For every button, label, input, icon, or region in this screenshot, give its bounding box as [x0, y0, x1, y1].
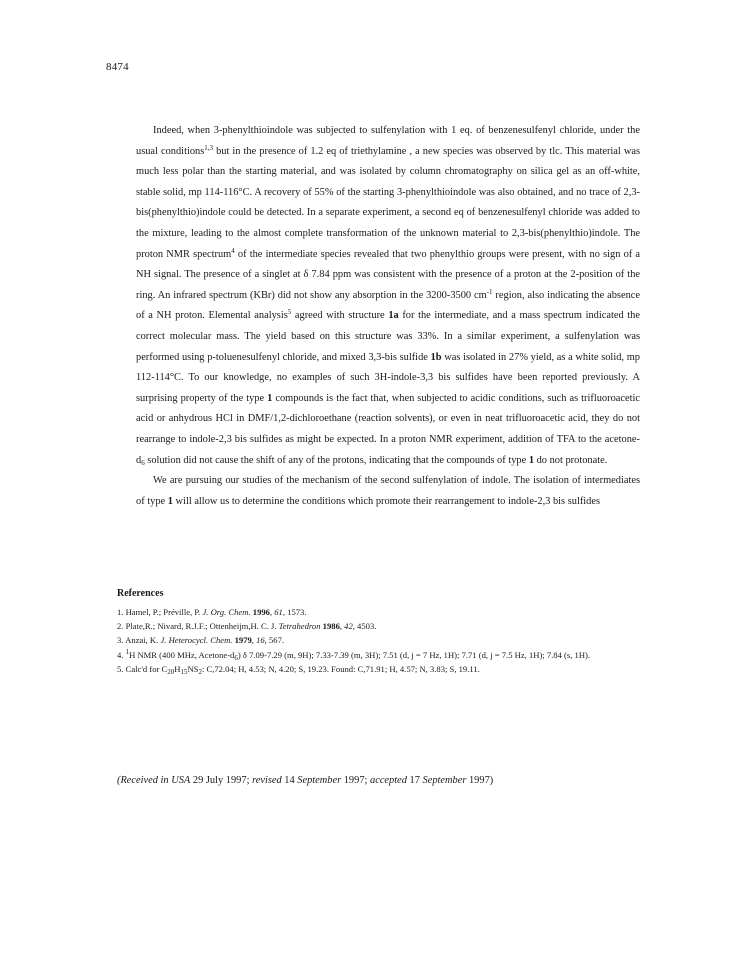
text-run: accepted [370, 775, 407, 786]
text-run: H [174, 663, 181, 674]
text-run: was isolated in 27% yield, as a white solid, mp 112-114°C. To our knowledge, no examples of such 3H-indole-3,3 bis sulfides have been reported previously. A surprising property of the type [136, 351, 640, 404]
text-run: 1986 [322, 621, 340, 632]
reference-item [117, 662, 647, 676]
text-run: , 1573. [282, 607, 307, 617]
text-run: 2. Plate,R.; Nivard, R.J.F.; Ottenheijm,H. C. J. [117, 621, 279, 632]
page-number: 8474 [106, 61, 129, 73]
text-run: We are pursuing our studies of the mechanism of the second sulfenylation of indole. The isolation of intermediates of type [136, 475, 640, 507]
subscript-text: 15 [180, 667, 188, 676]
text-run: 14 [281, 775, 298, 786]
superscript-text: 5 [287, 308, 292, 317]
text-run: H NMR (400 MHz, Acetone-d [129, 649, 235, 660]
text-run: September [297, 775, 342, 786]
text-run: agreed with structure [291, 310, 389, 322]
text-run: 1997; [341, 775, 371, 786]
text-run: , [339, 621, 345, 632]
reference-item [117, 633, 647, 647]
text-run: 1 [267, 392, 273, 404]
text-run: of the intermediate species revealed that two phenylthio groups were present, with no sign of a NH signal. The presence of a singlet at δ 7.84 ppm was consistent with the presence of a proton at the 2-position of the ring. An infrared spectrum (KBr) did not show any absorption in the 3200-3500 cm [136, 248, 640, 301]
text-run: , 567. [264, 635, 285, 646]
subscript-text: 6 [141, 458, 145, 467]
text-run: compounds is the fact that, when subjected to acidic conditions, such as trifluoroacetic acid or anhydrous HCl in DMF/1,2-dichloroethane (reaction solvents), or even in neat trifluoroacetic acid, they do not rearrange to indole-2,3 bis sulfides as might be expected. In a proton NMR experiment, addition of TFA to the acetone-d [136, 392, 640, 466]
text-run: 5. Calc'd for C [117, 663, 168, 674]
text-run: 1979 [234, 635, 252, 646]
subscript-text: 20 [167, 667, 175, 676]
text-run: 42 [344, 621, 353, 632]
text-run: Indeed, when 3-phenylthioindole was subjected to sulfenylation with 1 eq. of benzenesulfenyl chloride, under the usual conditions [136, 125, 640, 157]
text-run: , 4503. [352, 621, 377, 632]
text-run: 17 [406, 775, 423, 786]
superscript-text: 1,3 [204, 143, 214, 152]
text-run: ) δ 7.09-7.29 (m, 9H); 7.33-7.39 (m, 3H); 7.51 (d, j = 7 Hz, 1H); 7.71 (d, j = 7.5 Hz, 1H); 7.84 (s, 1H). [237, 649, 591, 660]
text-run: September [422, 775, 467, 786]
text-run: 1 [167, 495, 173, 507]
references-section [117, 588, 647, 676]
text-run: 1. Hamel, P.; Préville, P. [117, 607, 203, 617]
text-run: 61 [274, 607, 283, 617]
superscript-text: 4 [231, 246, 235, 255]
text-run: , [251, 635, 257, 646]
body-paragraph [136, 121, 640, 471]
text-run: Tetrahedron [278, 621, 321, 632]
text-run: solution did not cause the shift of any of the protons, indicating that the compounds of type [144, 454, 529, 466]
text-run: but in the presence of 1.2 eq of triethylamine , a new species was observed by tlc. This material was much less polar than the starting material, and was isolated by column chromatography on silica gel as an off-white, stable solid, mp 114-116°C. A recovery of 55% of the starting 3-phenylthioindole was also obtained, and no trace of 2,3-bis(phenylthio)indole could be detected. In a separate experiment, a second eq of benzenesulfenyl chloride was added to the mixture, leading to the almost complete transformation of the unknown material to 2,3-bis(phenylthio)indole. The proton NMR spectrum [136, 145, 640, 260]
text-run: do not protonate. [534, 454, 608, 466]
text-run: , [269, 607, 275, 617]
superscript-text: 1 [125, 647, 130, 656]
text-run: will allow us to determine the conditions which promote their rearrangement to indole-2,3 bis sulfides [172, 495, 601, 507]
text-run: 3. Anzai, K. [117, 635, 161, 646]
reference-item [117, 619, 647, 633]
text-run: revised [252, 775, 282, 786]
text-run: 16 [256, 635, 265, 646]
text-run: 1 [528, 454, 535, 466]
text-run: 29 July 1997; [190, 775, 253, 786]
text-run: 4. [117, 649, 126, 660]
text-run: 1a [388, 310, 399, 322]
text-run: NS [187, 663, 199, 674]
text-run: : C,72.04; H, 4.53; N, 4.20; S, 19.23. Found: C,71.91; H, 4.57; N, 3.83; S, 19.11. [201, 663, 480, 674]
subscript-text: 2 [198, 667, 202, 676]
body-text [136, 121, 640, 512]
reference-item [117, 605, 647, 619]
received-dates [117, 775, 647, 786]
text-run: USA [171, 775, 191, 786]
body-paragraph [136, 471, 640, 512]
text-run: J. Org. Chem. [202, 607, 251, 617]
superscript-text: -1 [486, 287, 493, 296]
text-run: region, also indicating the absence of a NH proton. Elemental analysis [136, 289, 640, 322]
text-run: for the intermediate, and a mass spectrum indicated the correct molecular mass. The yield based on this structure was 33%. In a similar experiment, a sulfenylation was performed using p-toluenesulfenyl chloride, and mixed 3,3-bis sulfide [136, 310, 640, 363]
text-run: 1b [430, 351, 442, 363]
references-heading: References [117, 588, 164, 599]
text-run: J. Heterocycl. Chem. [160, 635, 233, 646]
text-run: 1996 [252, 607, 270, 617]
subscript-text: 6 [234, 653, 238, 662]
text-run: 1997) [466, 775, 494, 786]
reference-item [117, 648, 647, 662]
text-run: (Received in [117, 775, 172, 786]
